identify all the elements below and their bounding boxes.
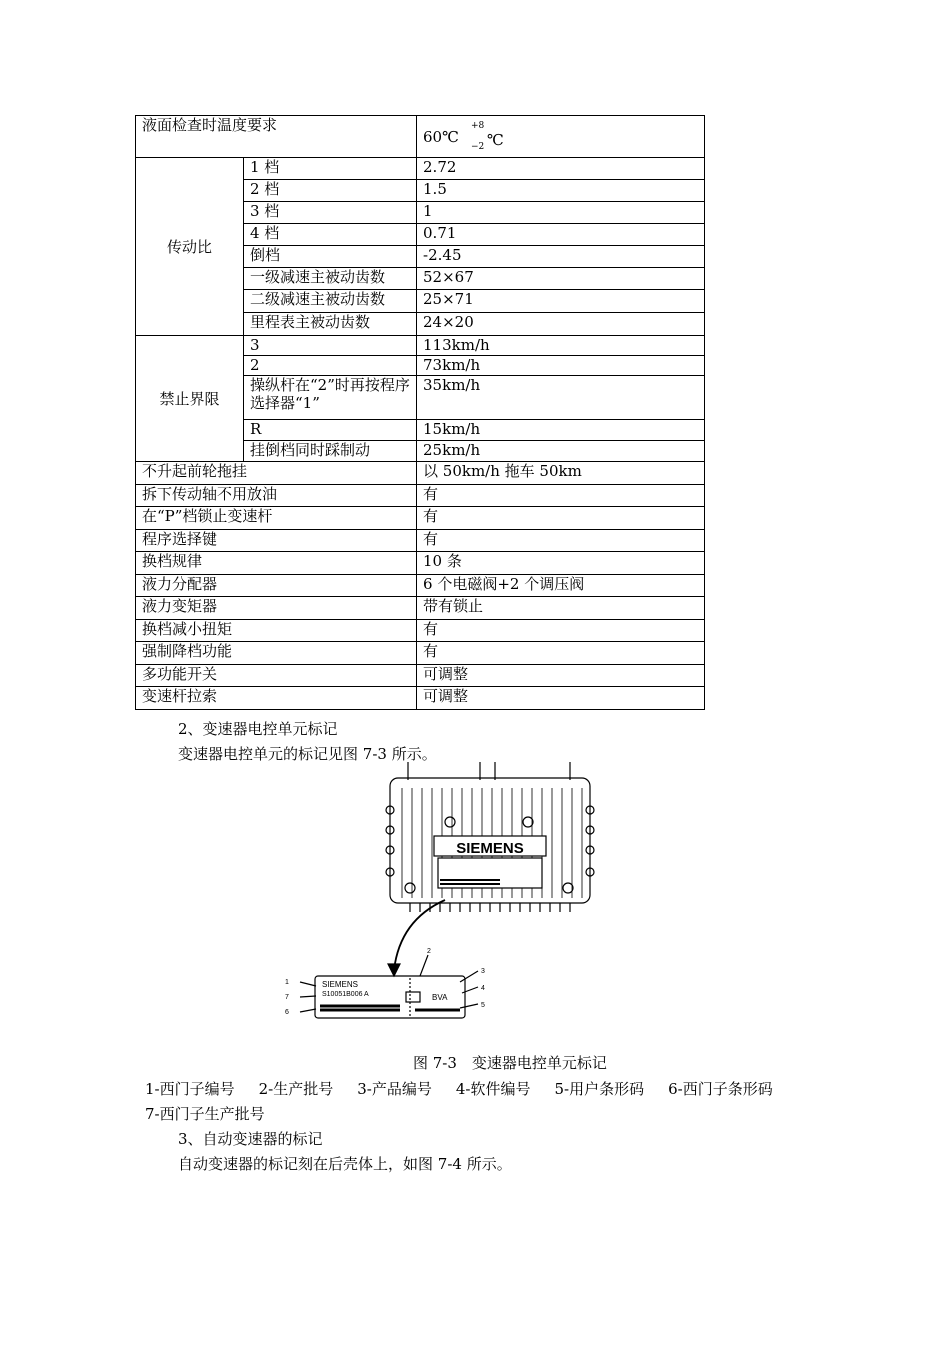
ratio-value: 1.5 — [417, 180, 705, 202]
feature-value: 带有锁止 — [417, 597, 705, 620]
ratio-value: 1 — [417, 202, 705, 224]
limit-value: 35km/h — [417, 376, 705, 420]
feature-label: 换档规律 — [136, 552, 417, 575]
limit-value: 113km/h — [417, 336, 705, 356]
legend-item: 4-软件编号 — [455, 1080, 531, 1098]
ratio-value: 25×71 — [417, 290, 705, 313]
feature-value: 有 — [417, 507, 705, 530]
table-row — [136, 642, 705, 665]
feature-value: 有 — [417, 530, 705, 552]
legend-item: 7-西门子生产批号 — [145, 1105, 265, 1123]
temp-unit: ℃ — [487, 130, 504, 149]
feature-value: 可调整 — [417, 687, 705, 710]
feature-label: 液力变矩器 — [136, 597, 417, 620]
limit-label: 挂倒档同时踩制动 — [244, 441, 417, 462]
figure-caption: 图 7-3 变速器电控单元标记 — [413, 1054, 607, 1072]
label-code-text: S10051B006 A — [322, 991, 369, 998]
legend-item: 3-产品编号 — [357, 1080, 432, 1098]
feature-label: 程序选择键 — [136, 530, 417, 552]
feature-value: 有 — [417, 485, 705, 507]
limit-value: 25km/h — [417, 441, 705, 462]
feature-label: 拆下传动轴不用放油 — [136, 485, 417, 507]
ratio-label: 里程表主被动齿数 — [244, 313, 417, 336]
table-row — [136, 575, 705, 597]
feature-value: 有 — [417, 642, 705, 665]
callout-1: 1 — [285, 979, 289, 986]
section3-heading: 3、自动变速器的标记 — [178, 1130, 323, 1148]
ratio-value: 0.71 — [417, 224, 705, 246]
feature-value: 10 条 — [417, 552, 705, 575]
limit-label: R — [244, 420, 417, 441]
temp-value — [423, 120, 504, 152]
ratio-value: 24×20 — [417, 313, 705, 336]
limit-value: 73km/h — [417, 356, 705, 376]
feature-label: 变速杆拉索 — [136, 687, 417, 710]
section3-text: 自动变速器的标记刻在后壳体上，如图 7-4 所示。 — [178, 1155, 512, 1173]
legend-item: 2-生产批号 — [258, 1080, 334, 1098]
callout-3: 3 — [481, 968, 485, 975]
ratio-label: 倒档 — [244, 246, 417, 268]
ratio-label: 二级减速主被动齿数 — [244, 290, 417, 313]
legend-item: 6-西门子条形码 — [668, 1080, 773, 1098]
feature-value: 6 个电磁阀+2 个调压阀 — [417, 575, 705, 597]
temp-label-cell: 液面检查时温度要求 — [136, 116, 417, 158]
table-row — [136, 507, 705, 530]
section2-text: 变速器电控单元的标记见图 7-3 所示。 — [178, 745, 437, 763]
callout-2: 2 — [427, 948, 431, 955]
label-right-code: BVA — [432, 993, 448, 1002]
feature-label: 换档减小扭矩 — [136, 620, 417, 642]
limit-label: 操纵杆在“2”时再按程序选择器“1” — [244, 376, 417, 420]
callout-5: 5 — [481, 1002, 485, 1009]
legend-item: 5-用户条形码 — [554, 1080, 645, 1098]
ratio-label: 3 档 — [244, 202, 417, 224]
feature-value: 以 50km/h 拖车 50km — [417, 462, 705, 485]
temp-tolerance-lower: −2 — [471, 141, 485, 152]
feature-value: 有 — [417, 620, 705, 642]
ratio-value: 52×67 — [417, 268, 705, 290]
temp-value-cell — [417, 116, 705, 158]
callout-6: 6 — [285, 1009, 289, 1016]
ecu-brand-text: SIEMENS — [456, 840, 524, 857]
spec-table — [135, 115, 705, 710]
table-row — [136, 597, 705, 620]
limit-value: 15km/h — [417, 420, 705, 441]
limit-label: 3 — [244, 336, 417, 356]
figure-legend — [145, 1077, 815, 1127]
legend-item: 1-西门子编号 — [145, 1080, 235, 1098]
table-row — [136, 687, 705, 710]
ratio-value: 2.72 — [417, 158, 705, 180]
ecu-figure — [280, 760, 610, 1025]
table-row — [136, 552, 705, 575]
feature-label: 在“P”档锁止变速杆 — [136, 507, 417, 530]
ratio-group-cell: 传动比 — [136, 158, 244, 336]
feature-label: 多功能开关 — [136, 665, 417, 687]
section2-heading: 2、变速器电控单元标记 — [178, 720, 338, 738]
limit-group-cell: 禁止界限 — [136, 336, 244, 462]
table-row — [136, 116, 705, 158]
limit-label: 2 — [244, 356, 417, 376]
callout-7: 7 — [285, 994, 289, 1001]
feature-label: 强制降档功能 — [136, 642, 417, 665]
table-row — [136, 158, 705, 180]
table-row — [136, 336, 705, 356]
temp-base: 60℃ — [423, 127, 459, 146]
callout-4: 4 — [481, 985, 485, 992]
ratio-value: -2.45 — [417, 246, 705, 268]
table-row — [136, 620, 705, 642]
table-row — [136, 462, 705, 485]
table-row — [136, 665, 705, 687]
temp-tolerance-upper: +8 — [471, 120, 485, 131]
table-row — [136, 485, 705, 507]
feature-label: 液力分配器 — [136, 575, 417, 597]
label-brand-text: SIEMENS — [322, 980, 359, 989]
feature-value: 可调整 — [417, 665, 705, 687]
ratio-label: 1 档 — [244, 158, 417, 180]
ratio-label: 2 档 — [244, 180, 417, 202]
table-row — [136, 530, 705, 552]
feature-label: 不升起前轮拖挂 — [136, 462, 417, 485]
ratio-label: 一级减速主被动齿数 — [244, 268, 417, 290]
ratio-label: 4 档 — [244, 224, 417, 246]
